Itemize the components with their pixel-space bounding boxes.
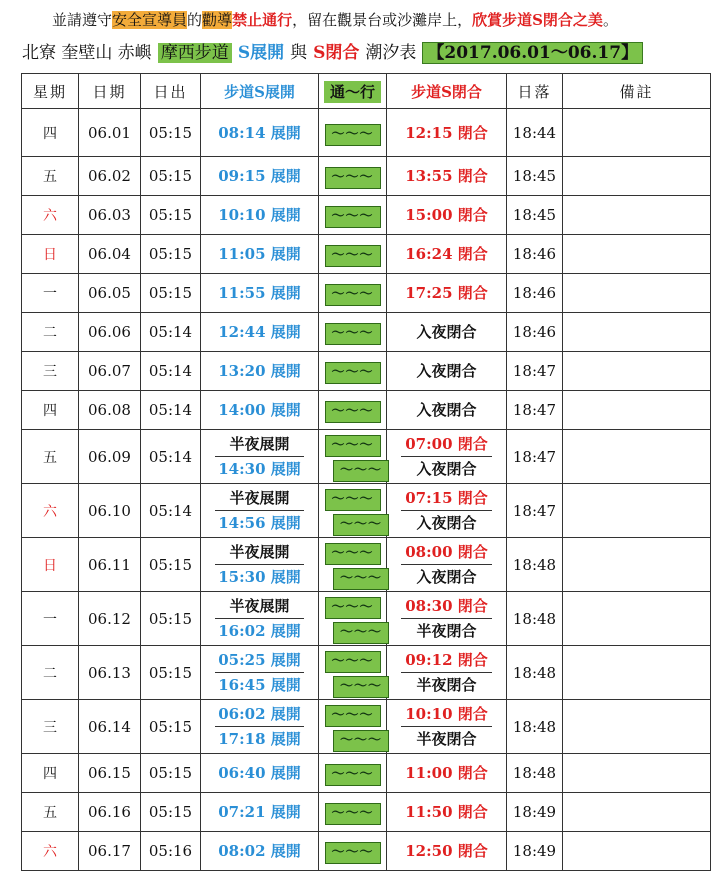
sunset-cell: 18:44 (507, 109, 563, 157)
sunset-cell: 18:46 (507, 274, 563, 313)
sunrise-cell: 05:15 (141, 793, 201, 832)
close-cell-entry: 09:12 閉合 (405, 651, 488, 669)
close-cell-entry: 08:00 閉合 (405, 543, 488, 561)
close-cell-entry: 16:24 閉合 (405, 245, 488, 263)
pass-entry (319, 800, 386, 824)
open-cell-entry: 半夜展開 (229, 435, 290, 453)
table-row (22, 646, 711, 700)
open-cell-entry: 半夜展開 (229, 597, 290, 615)
open-cell-entry: 06:40 展開 (218, 764, 301, 782)
date-cell: 06.08 (79, 391, 141, 430)
note-cell (563, 793, 711, 832)
sunset-cell: 18:47 (507, 484, 563, 538)
close-cell-entry: 12:50 閉合 (405, 842, 488, 860)
pass-cell (319, 793, 387, 832)
weekday-cell: 六 (22, 484, 79, 538)
pass-entry (319, 242, 386, 266)
weekday-cell: 四 (22, 109, 79, 157)
pass-indicator: ～～～ (325, 401, 381, 423)
open-cell (201, 352, 319, 391)
table-row (22, 235, 711, 274)
table-row (22, 793, 711, 832)
note-cell (563, 235, 711, 274)
pass-entry (319, 594, 386, 618)
open-cell (201, 592, 319, 646)
close-cell-entry: 12:15 閉合 (405, 123, 488, 142)
sunset-cell: 18:47 (507, 391, 563, 430)
pass-indicator: ～～～ (325, 323, 381, 345)
close-cell-entry: 入夜閉合 (416, 401, 477, 419)
open-cell (201, 832, 319, 871)
pass-entry (319, 702, 386, 726)
table-row (22, 592, 711, 646)
pass-entry (319, 839, 386, 863)
close-cell (387, 313, 507, 352)
notice-highlight-staff: 安全宣導員 (112, 11, 188, 29)
table-row (22, 196, 711, 235)
sunrise-cell: 05:15 (141, 196, 201, 235)
pass-entry (319, 281, 386, 305)
weekday-cell: 三 (22, 352, 79, 391)
weekday-cell: 六 (22, 196, 79, 235)
close-cell-entry: 半夜閉合 (401, 618, 492, 643)
open-cell (201, 157, 319, 196)
pass-cell (319, 646, 387, 700)
close-cell-entry: 11:00 閉合 (405, 764, 488, 782)
pass-indicator: ～～～ (325, 435, 381, 457)
pass-entry (319, 486, 386, 510)
close-cell-entry: 入夜閉合 (416, 323, 477, 341)
open-cell-entry: 16:45 展開 (215, 672, 304, 697)
sunset-cell: 18:48 (507, 700, 563, 754)
weekday-cell: 三 (22, 700, 79, 754)
open-cell-entry: 12:44 展開 (218, 323, 301, 341)
open-cell-entry: 13:20 展開 (218, 362, 301, 380)
close-cell (387, 832, 507, 871)
pass-cell (319, 352, 387, 391)
close-cell (387, 157, 507, 196)
pass-entry (333, 456, 382, 481)
sunset-cell: 18:48 (507, 538, 563, 592)
table-body (22, 109, 711, 871)
close-cell (387, 700, 507, 754)
close-cell (387, 235, 507, 274)
open-cell-entry: 08:02 展開 (218, 842, 301, 860)
open-cell (201, 754, 319, 793)
close-cell (387, 391, 507, 430)
sunset-cell: 18:45 (507, 196, 563, 235)
weekday-cell: 日 (22, 235, 79, 274)
note-cell (563, 538, 711, 592)
header-date: 日期 (79, 74, 141, 109)
pass-indicator: ～～～ (325, 764, 381, 786)
header-pass (319, 74, 387, 109)
title-s-open: S展開 (237, 43, 285, 63)
sunset-cell: 18:46 (507, 313, 563, 352)
table-row (22, 754, 711, 793)
note-cell (563, 157, 711, 196)
notice-part: 並請遵守 (52, 11, 113, 29)
date-cell: 06.12 (79, 592, 141, 646)
open-cell-entry: 09:15 展開 (218, 167, 301, 185)
table-row (22, 274, 711, 313)
note-cell (563, 391, 711, 430)
close-cell (387, 352, 507, 391)
weekday-cell: 二 (22, 646, 79, 700)
pass-indicator: ～～～ (325, 167, 381, 189)
pass-cell (319, 235, 387, 274)
notice-part: ，留在觀景台或沙灘岸上， (292, 11, 473, 29)
table-row (22, 700, 711, 754)
table-row (22, 484, 711, 538)
pass-indicator: ～～～ (333, 460, 389, 482)
close-cell-entry: 半夜閉合 (401, 726, 492, 751)
pass-entry (319, 648, 386, 672)
close-cell-entry: 07:00 閉合 (405, 435, 488, 453)
open-cell-entry: 07:21 展開 (218, 803, 301, 821)
close-cell-entry: 13:55 閉合 (405, 167, 488, 185)
title-s-close: S閉合 (313, 43, 360, 63)
close-cell (387, 274, 507, 313)
date-cell: 06.16 (79, 793, 141, 832)
open-cell-entry: 15:30 展開 (215, 564, 304, 589)
close-cell-entry: 11:50 閉合 (405, 803, 488, 821)
date-cell: 06.04 (79, 235, 141, 274)
sunrise-cell: 05:15 (141, 109, 201, 157)
note-cell (563, 352, 711, 391)
header-sunset: 日落 (507, 74, 563, 109)
sunset-cell: 18:48 (507, 592, 563, 646)
open-cell (201, 700, 319, 754)
open-cell-entry: 14:56 展開 (215, 510, 304, 535)
pass-indicator: ～～～ (325, 245, 381, 267)
open-cell (201, 235, 319, 274)
title-and: 與 (290, 43, 308, 63)
notice-enjoy: 欣賞步道S閉合之美 (472, 11, 603, 29)
close-cell-entry: 07:15 閉合 (405, 489, 488, 507)
date-cell: 06.02 (79, 157, 141, 196)
pass-entry (319, 540, 386, 564)
pass-cell (319, 700, 387, 754)
pass-entry (319, 121, 386, 145)
date-cell: 06.14 (79, 700, 141, 754)
open-cell (201, 538, 319, 592)
pass-entry (319, 761, 386, 785)
notice-highlight-advice: 勸導 (202, 11, 233, 29)
sunrise-cell: 05:14 (141, 352, 201, 391)
pass-entry (333, 564, 382, 589)
pass-cell (319, 538, 387, 592)
date-cell: 06.05 (79, 274, 141, 313)
tide-table (21, 73, 711, 871)
open-cell-entry: 17:18 展開 (215, 726, 304, 751)
pass-entry (333, 510, 382, 535)
weekday-cell: 二 (22, 313, 79, 352)
open-cell (201, 313, 319, 352)
pass-indicator: ～～～ (333, 514, 389, 536)
weekday-cell: 六 (22, 832, 79, 871)
weekday-cell: 一 (22, 592, 79, 646)
sunrise-cell: 05:15 (141, 700, 201, 754)
date-cell: 06.17 (79, 832, 141, 871)
close-cell (387, 592, 507, 646)
header-close: 步道S閉合 (387, 74, 507, 109)
pass-indicator: ～～～ (325, 705, 381, 727)
close-cell-entry: 入夜閉合 (416, 362, 477, 380)
table-row (22, 391, 711, 430)
pass-entry (319, 432, 386, 456)
weekday-cell: 五 (22, 430, 79, 484)
note-cell (563, 646, 711, 700)
open-cell-entry: 14:30 展開 (215, 456, 304, 481)
weekday-cell: 五 (22, 793, 79, 832)
sunset-cell: 18:47 (507, 352, 563, 391)
weekday-cell: 四 (22, 754, 79, 793)
date-cell: 06.10 (79, 484, 141, 538)
note-cell (563, 274, 711, 313)
pass-indicator: ～～～ (325, 489, 381, 511)
pass-entry (319, 359, 386, 383)
pass-cell (319, 754, 387, 793)
note-cell (563, 754, 711, 793)
note-cell (563, 700, 711, 754)
sunrise-cell: 05:14 (141, 391, 201, 430)
open-cell-entry: 半夜展開 (229, 489, 290, 507)
header-open: 步道S展開 (201, 74, 319, 109)
sunset-cell: 18:47 (507, 430, 563, 484)
date-cell: 06.11 (79, 538, 141, 592)
pass-cell (319, 274, 387, 313)
open-cell-entry: 11:55 展開 (218, 284, 301, 302)
table-row (22, 832, 711, 871)
open-cell (201, 109, 319, 157)
notice-part: 。 (602, 11, 618, 29)
notice-line (0, 6, 725, 34)
sunset-cell: 18:45 (507, 157, 563, 196)
pass-indicator: ～～～ (325, 597, 381, 619)
pass-indicator: ～～～ (325, 362, 381, 384)
open-cell-entry: 半夜展開 (229, 543, 290, 561)
pass-entry (319, 398, 386, 422)
pass-entry (319, 203, 386, 227)
pass-cell (319, 196, 387, 235)
note-cell (563, 484, 711, 538)
header-pass-label: 通～行 (324, 81, 381, 103)
open-cell-entry: 16:02 展開 (215, 618, 304, 643)
pass-indicator: ～～～ (325, 803, 381, 825)
weekday-cell: 五 (22, 157, 79, 196)
date-cell: 06.06 (79, 313, 141, 352)
open-cell (201, 646, 319, 700)
sunset-cell: 18:48 (507, 754, 563, 793)
pass-cell (319, 109, 387, 157)
pass-indicator: ～～～ (333, 568, 389, 590)
pass-entry (319, 164, 386, 188)
note-cell (563, 832, 711, 871)
open-cell-entry: 10:10 展開 (218, 206, 301, 224)
close-cell-entry: 15:00 閉合 (405, 206, 488, 224)
open-cell-entry: 08:14 展開 (218, 123, 301, 142)
note-cell (563, 313, 711, 352)
weekday-cell: 一 (22, 274, 79, 313)
table-row (22, 352, 711, 391)
sunrise-cell: 05:15 (141, 157, 201, 196)
table-header-row (22, 74, 711, 109)
date-cell: 06.03 (79, 196, 141, 235)
weekday-cell: 四 (22, 391, 79, 430)
pass-indicator: ～～～ (325, 284, 381, 306)
pass-indicator: ～～～ (333, 730, 389, 752)
close-cell (387, 793, 507, 832)
pass-entry (333, 672, 382, 697)
pass-cell (319, 430, 387, 484)
pass-cell (319, 832, 387, 871)
close-cell (387, 646, 507, 700)
close-cell-entry: 10:10 閉合 (405, 705, 488, 723)
header-weekday: 星期 (22, 74, 79, 109)
pass-indicator: ～～～ (333, 622, 389, 644)
note-cell (563, 592, 711, 646)
close-cell-entry: 入夜閉合 (401, 510, 492, 535)
pass-cell (319, 313, 387, 352)
date-cell: 06.13 (79, 646, 141, 700)
date-cell: 06.15 (79, 754, 141, 793)
pass-indicator: ～～～ (325, 842, 381, 864)
open-cell (201, 196, 319, 235)
sunrise-cell: 05:15 (141, 754, 201, 793)
date-cell: 06.07 (79, 352, 141, 391)
sunset-cell: 18:48 (507, 646, 563, 700)
table-row (22, 109, 711, 157)
close-cell-entry: 入夜閉合 (401, 456, 492, 481)
open-cell-entry: 06:02 展開 (218, 705, 301, 723)
pass-cell (319, 592, 387, 646)
notice-part: 的 (187, 11, 203, 29)
table-row (22, 157, 711, 196)
close-cell-entry: 17:25 閉合 (405, 284, 488, 302)
date-cell: 06.09 (79, 430, 141, 484)
sunrise-cell: 05:15 (141, 592, 201, 646)
sunrise-cell: 05:15 (141, 235, 201, 274)
page-title (0, 38, 725, 68)
note-cell (563, 109, 711, 157)
sunrise-cell: 05:14 (141, 430, 201, 484)
header-sunrise: 日出 (141, 74, 201, 109)
weekday-cell: 日 (22, 538, 79, 592)
sunrise-cell: 05:14 (141, 313, 201, 352)
pass-indicator: ～～～ (325, 543, 381, 565)
open-cell-entry: 05:25 展開 (218, 651, 301, 669)
sunrise-cell: 05:14 (141, 484, 201, 538)
pass-indicator: ～～～ (325, 206, 381, 228)
header-note: 備註 (563, 74, 711, 109)
title-trail: 摩西步道 (158, 43, 232, 63)
pass-entry (333, 618, 382, 643)
note-cell (563, 430, 711, 484)
sunset-cell: 18:49 (507, 793, 563, 832)
sunset-cell: 18:46 (507, 235, 563, 274)
sunrise-cell: 05:15 (141, 274, 201, 313)
sunrise-cell: 05:15 (141, 646, 201, 700)
close-cell (387, 109, 507, 157)
pass-cell (319, 157, 387, 196)
date-cell: 06.01 (79, 109, 141, 157)
open-cell-entry: 11:05 展開 (218, 245, 301, 263)
open-cell (201, 274, 319, 313)
close-cell-entry: 半夜閉合 (401, 672, 492, 697)
table-row (22, 538, 711, 592)
sunrise-cell: 05:16 (141, 832, 201, 871)
pass-cell (319, 391, 387, 430)
open-cell (201, 793, 319, 832)
close-cell-entry: 08:30 閉合 (405, 597, 488, 615)
pass-indicator: ～～～ (325, 124, 381, 146)
close-cell-entry: 入夜閉合 (401, 564, 492, 589)
pass-entry (333, 726, 382, 751)
sunset-cell: 18:49 (507, 832, 563, 871)
title-places: 北寮 奎壁山 赤嶼 (22, 43, 152, 63)
open-cell-entry: 14:00 展開 (218, 401, 301, 419)
close-cell (387, 538, 507, 592)
sunrise-cell: 05:15 (141, 538, 201, 592)
pass-entry (319, 320, 386, 344)
open-cell (201, 430, 319, 484)
table-row (22, 313, 711, 352)
title-date-range: 【2017.06.01～06.17】 (422, 42, 643, 64)
pass-cell (319, 484, 387, 538)
pass-indicator: ～～～ (325, 651, 381, 673)
close-cell (387, 196, 507, 235)
close-cell (387, 484, 507, 538)
table-row (22, 430, 711, 484)
notice-no-pass: 禁止通行 (232, 11, 293, 29)
close-cell (387, 754, 507, 793)
open-cell (201, 484, 319, 538)
title-table-word: 潮汐表 (365, 43, 417, 63)
close-cell (387, 430, 507, 484)
open-cell (201, 391, 319, 430)
note-cell (563, 196, 711, 235)
pass-indicator: ～～～ (333, 676, 389, 698)
